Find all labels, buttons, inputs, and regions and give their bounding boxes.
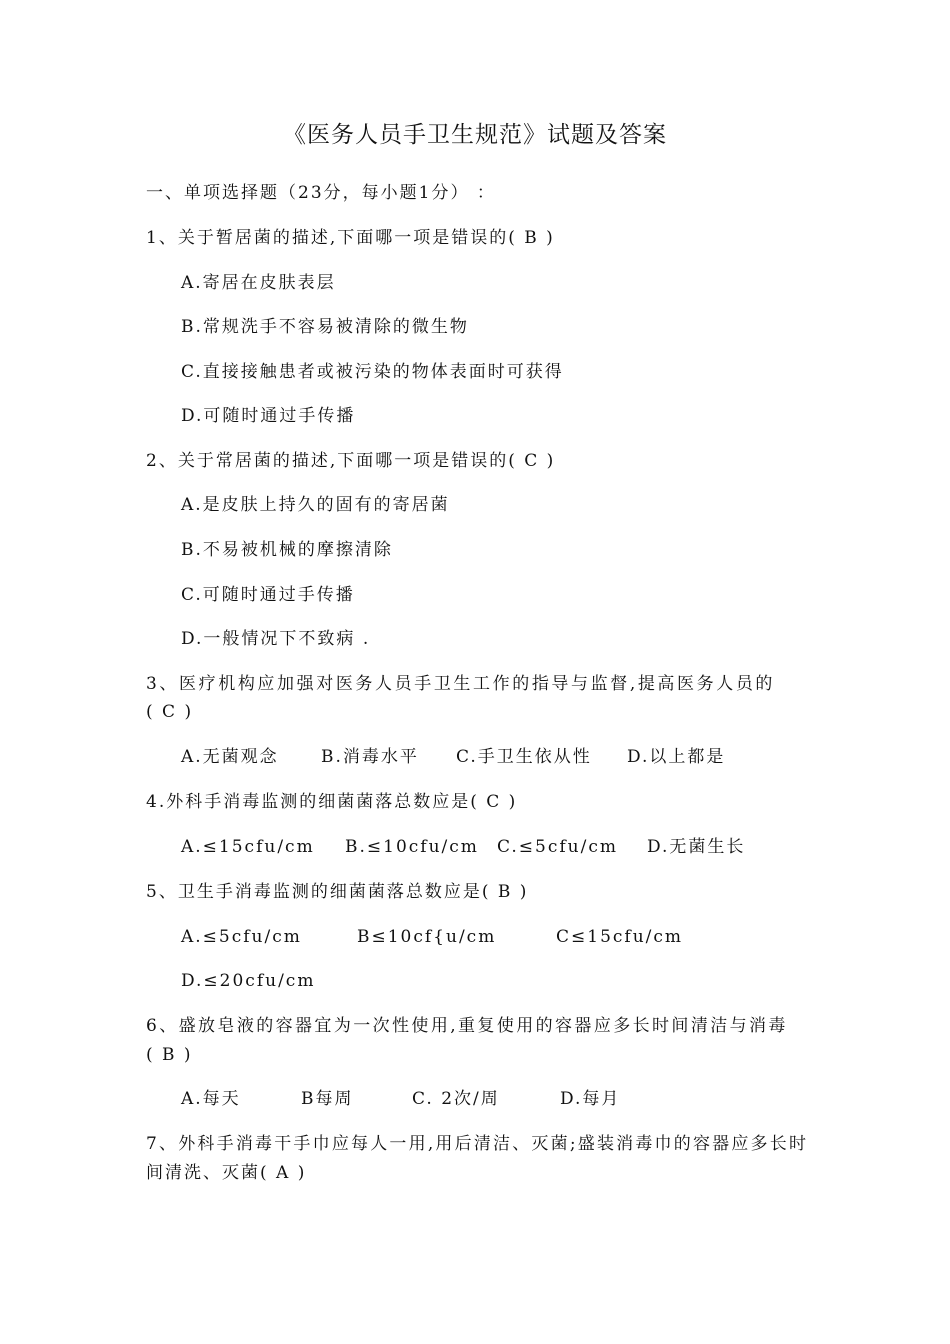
question-2-option-c: C.可随时通过手传播	[181, 585, 355, 605]
question-6-option-b: B每周	[301, 1089, 354, 1109]
question-7-stem-line1: 7、外科手消毒干手巾应每人一用,用后清洁、灭菌;盛装消毒巾的容器应多长时	[146, 1134, 809, 1154]
question-3-option-b: B.消毒水平	[321, 747, 419, 767]
question-4-option-c: C.≤5cfu/cm	[497, 837, 618, 857]
question-6-option-d: D.每月	[560, 1089, 621, 1109]
question-1-option-a: A.寄居在皮肤表层	[181, 273, 336, 293]
question-3-stem-line2: ( C )	[146, 702, 194, 722]
question-3-option-d: D.以上都是	[627, 747, 726, 767]
question-4-stem: 4.外科手消毒监测的细菌菌落总数应是( C )	[146, 792, 518, 812]
question-1-option-d: D.可随时通过手传播	[181, 406, 356, 426]
question-4-option-a: A.≤15cfu/cm	[181, 837, 315, 857]
question-6-stem-line2: ( B )	[146, 1045, 193, 1065]
question-1-stem: 1、关于暂居菌的描述,下面哪一项是错误的( B )	[146, 228, 555, 248]
question-4-option-d: D.无菌生长	[647, 837, 746, 857]
question-3-stem-line1: 3、医疗机构应加强对医务人员手卫生工作的指导与监督,提高医务人员的	[146, 674, 776, 694]
question-2-stem: 2、关于常居菌的描述,下面哪一项是错误的( C )	[146, 451, 556, 471]
section-heading: 一、单项选择题（23分，每小题1分） ：	[146, 183, 496, 203]
question-1-option-c: C.直接接触患者或被污染的物体表面时可获得	[181, 362, 564, 382]
question-6-option-a: A.每天	[181, 1089, 241, 1109]
question-5-option-c: C≤15cfu/cm	[556, 927, 684, 947]
question-5-option-b: B≤10cf{u/cm	[357, 927, 497, 947]
question-2-option-d: D.一般情况下不致病 .	[181, 629, 371, 649]
question-3-option-a: A.无菌观念	[181, 747, 279, 767]
question-2-option-a: A.是皮肤上持久的固有的寄居菌	[181, 495, 450, 515]
question-1-option-b: B.常规洗手不容易被清除的微生物	[181, 317, 469, 337]
question-5-option-d: D.≤20cfu/cm	[181, 971, 316, 991]
question-6-stem-line1: 6、盛放皂液的容器宜为一次性使用,重复使用的容器应多长时间清洁与消毒	[146, 1016, 788, 1036]
question-6-option-c: C. 2次/周	[412, 1089, 500, 1109]
question-2-option-b: B.不易被机械的摩擦清除	[181, 540, 393, 560]
question-5-option-a: A.≤5cfu/cm	[181, 927, 302, 947]
question-4-option-b: B.≤10cfu/cm	[345, 837, 479, 857]
document-title: 《医务人员手卫生规范》试题及答案	[283, 122, 667, 148]
question-3-option-c: C.手卫生依从性	[456, 747, 592, 767]
question-7-stem-line2: 间清洗、灭菌( A )	[146, 1163, 307, 1183]
question-5-stem: 5、卫生手消毒监测的细菌菌落总数应是( B )	[146, 882, 529, 902]
